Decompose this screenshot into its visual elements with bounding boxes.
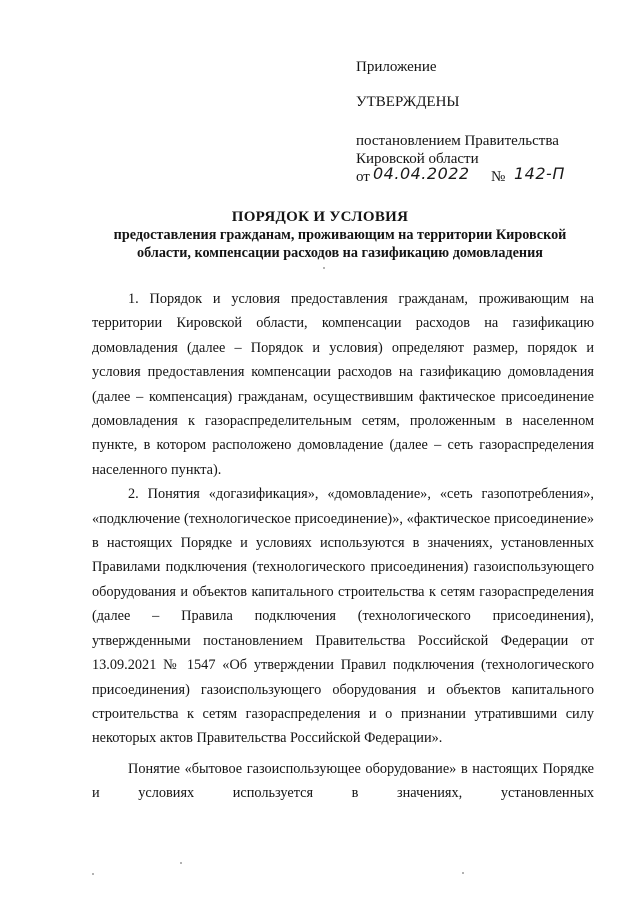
number-label: № [491,169,506,185]
appendix-label: Приложение [356,59,437,75]
scan-speck [462,872,464,874]
approved-label: УТВЕРЖДЕНЫ [356,94,460,110]
scan-speck [180,862,182,864]
document-body [92,287,594,806]
scan-speck [323,267,325,269]
paragraph-1: 1. Порядок и условия предоставления гражданам, проживающим на территории Кировской области, компенсации расходов на газификацию домовладения (далее – Порядок и условия) определяют размер, порядок и условия предоставления компенсации расходов на газификацию домовладения (далее – компенсация) гражданам, осуществившим фактическое присоединение домовладения к газораспределительным сетям, проложенным в населенном пункте, в котором расположено домовладение (далее – сеть газораспределения населенного пункта). [92,291,594,478]
document-title: ПОРЯДОК И УСЛОВИЯ [231,209,409,225]
decree-line-2: Кировской области [356,151,479,167]
handwritten-date: 04.04.2022 [373,164,470,183]
decree-line-1: постановлением Правительства [356,133,559,149]
document-subtitle: предоставления гражданам, проживающим на территории Кировской области, компенсации расходов на газификацию домовладения [113,227,567,261]
approval-block [356,58,626,188]
handwritten-number: 142-П [514,164,565,183]
date-number-line [356,164,626,188]
paragraph-2: 2. Понятия «догазификация», «домовладение», «сеть газопотребления», «подключение (технологическое присоединение)», «фактическое присоединение» в настоящих Порядке и условиях используются в значениях, установленных Правилами подключения (технологического присоединения) газоиспользующего оборудования и объектов капитального строительства к сетям газораспределения (далее – Правила подключения (технологического присоединения), утвержденными постановлением Правительства Российской Федерации от 13.09.2021 № 1547 «Об утверждении Правил подключения (технологического присоединения) газоиспользующего оборудования и объектов капитального строительства к сетям газораспределения и о признании утратившими силу некоторых актов Правительства Российской Федерации». [92,486,594,747]
scan-speck [92,873,94,875]
paragraph-3: Понятие «бытовое газоиспользующее оборудование» в настоящих Порядке и условиях используется в значениях, установленных [92,760,594,802]
date-prefix: от [356,169,370,185]
